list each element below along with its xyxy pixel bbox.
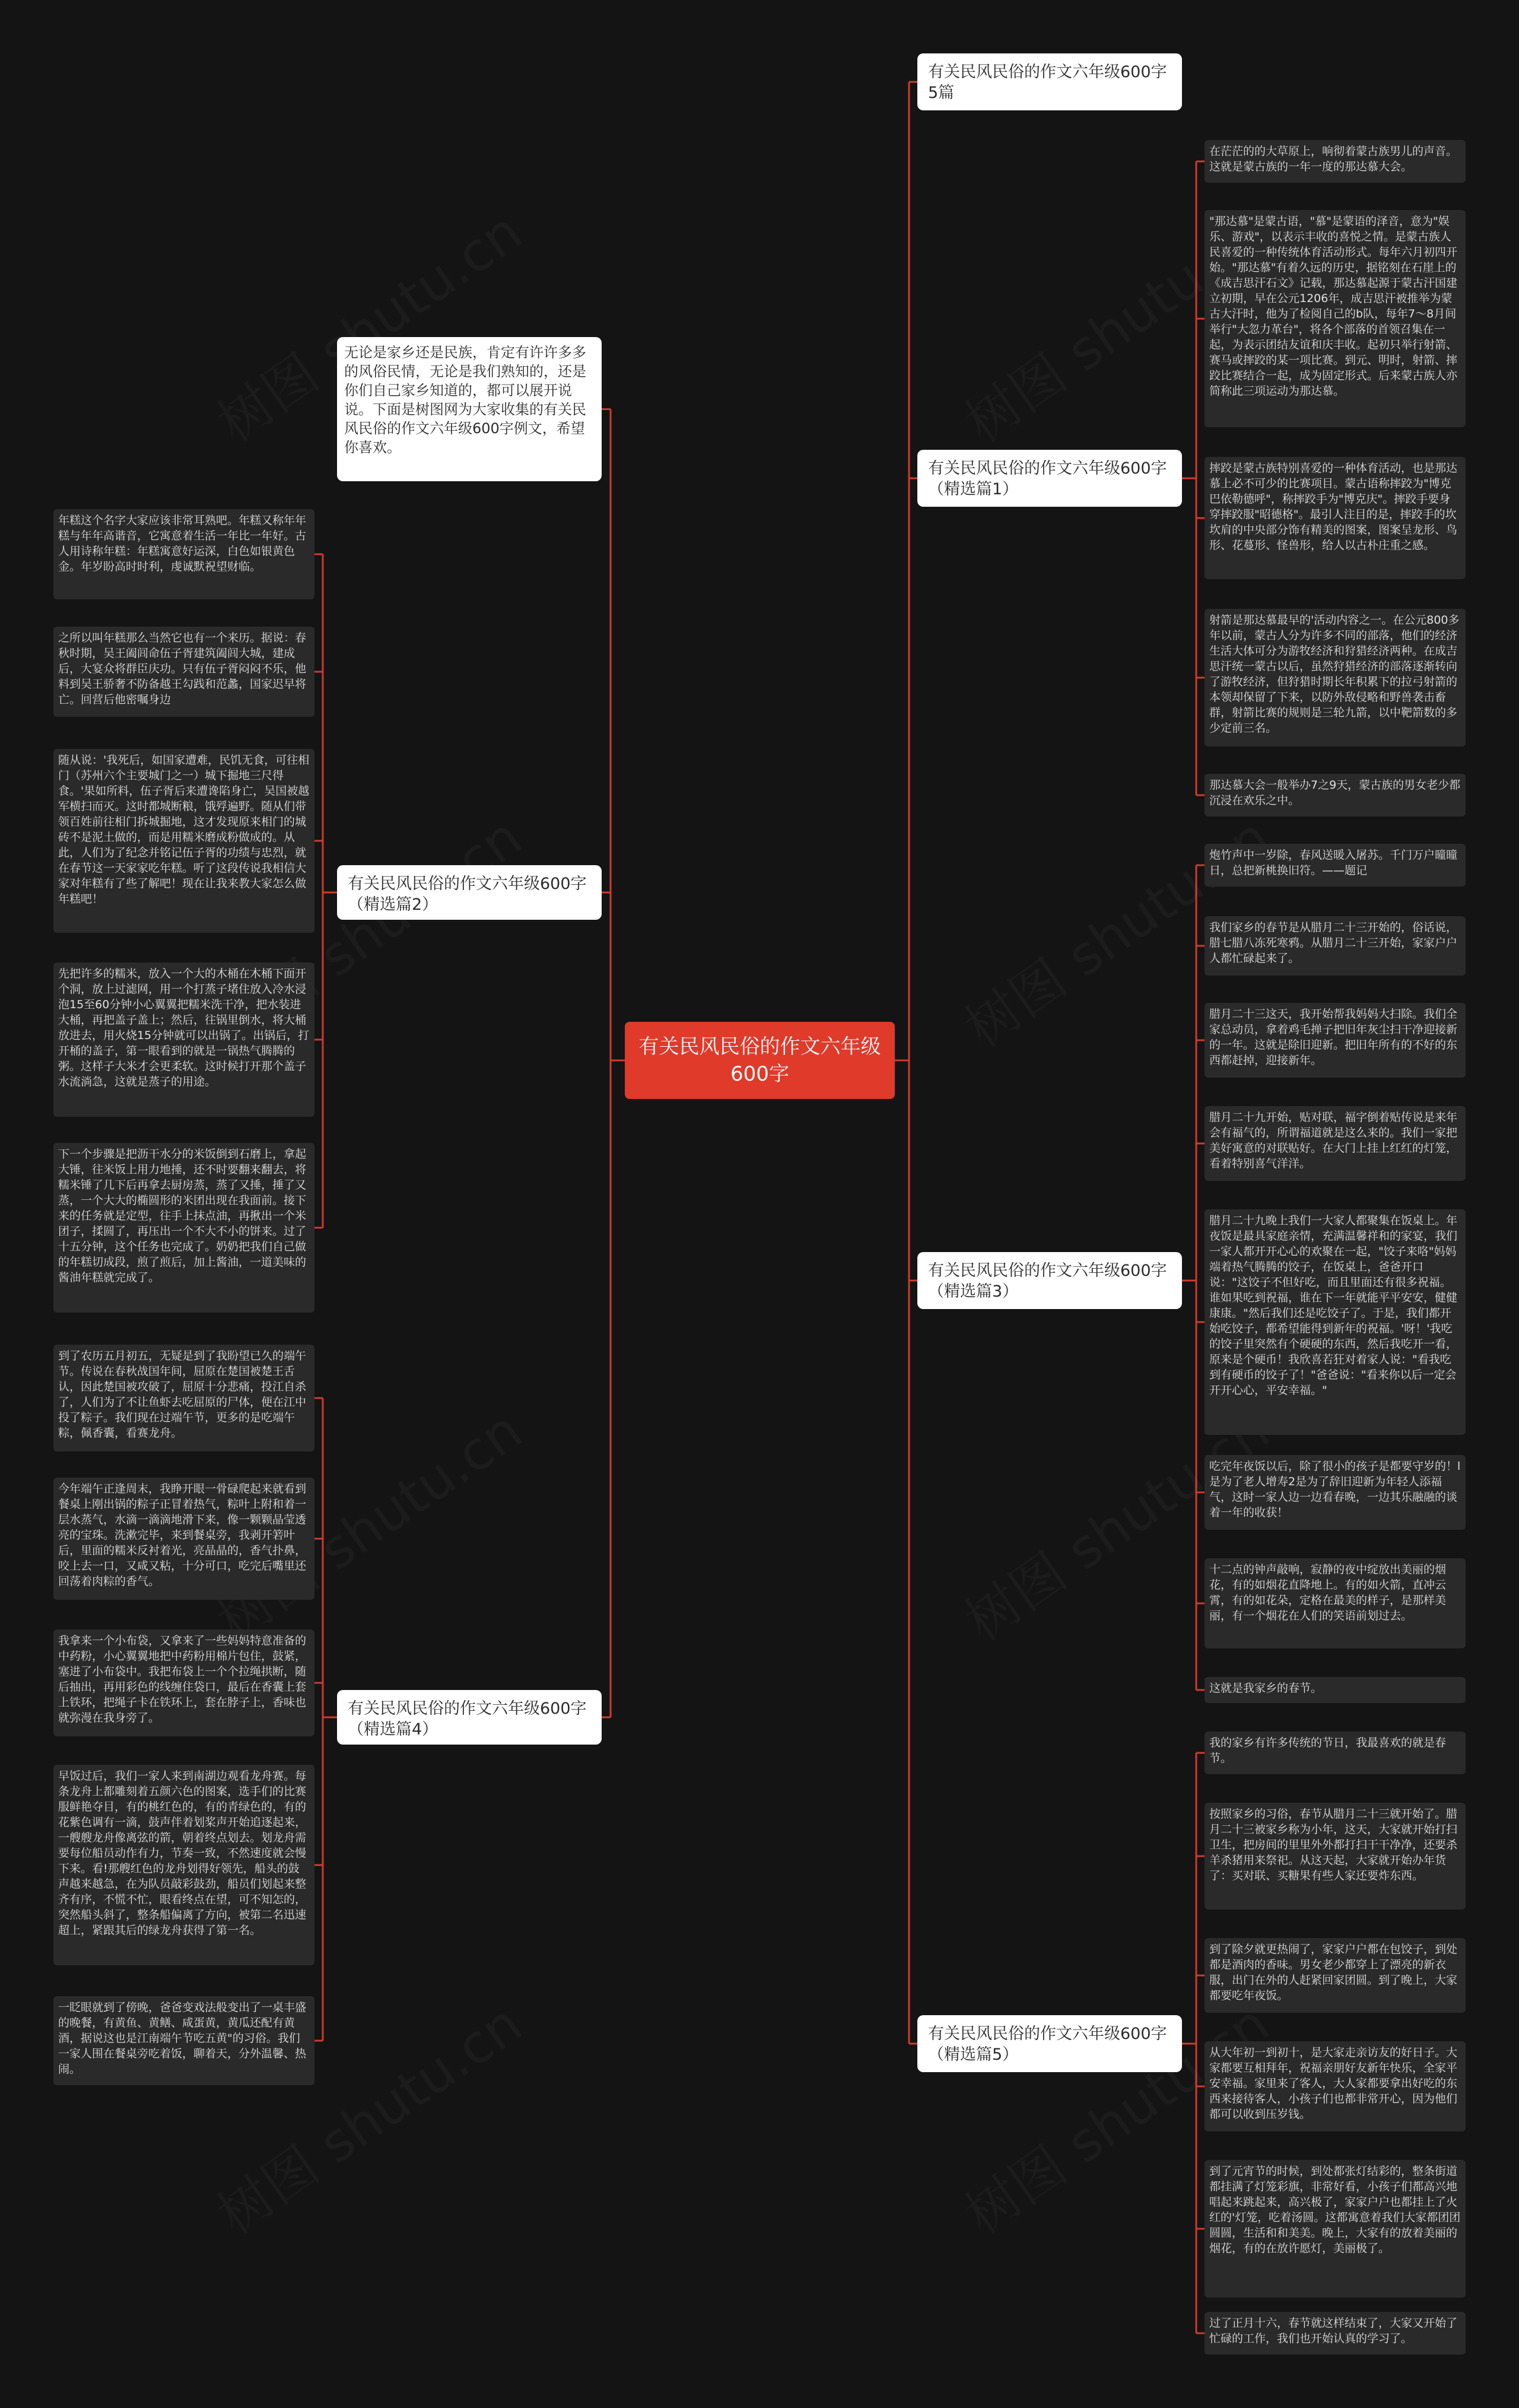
- leaf-note: 炮竹声中一岁除，春风送暖入屠苏。千门万户曈曈日，总把新桃换旧符。——题记: [1205, 844, 1466, 887]
- leaf-note: 按照家乡的习俗，春节从腊月二十三就开始了。腊月二十三被家乡称为小年，这天，大家就开始打扫卫生，把房间的里里外外都打扫干干净净，还要杀羊杀猪用来祭祀。从这天起，大家就开始办年货了：买对联、买糖果有些人家还要炸东西。: [1205, 1803, 1466, 1910]
- leaf-note: 我的家乡有许多传统的节日，我最喜欢的就是春节。: [1205, 1732, 1466, 1774]
- leaf-note: 腊月二十九晚上我们一大家人都聚集在饭桌上。年夜饭是最具家庭亲情，充满温馨祥和的家宴，我们一家人都开开心心的欢聚在一起，"饺子来咯"妈妈端着热气腾腾的饺子，在饭桌上，爸爸开口说："这饺子不但好吃，而且里面还有很多祝福。谁如果吃到祝福，谁在下一年就能平平安安，健健康康。"然后我们还是吃饺子了。于是，我们都开始吃饺子，都希望能得到新年的祝福。'呀！'我吃的饺子里突然有个硬硬的东西，然后我吃开一看，原来是个硬币！我欣喜若狂对着家人说："看我吃到有硬币的饺子了！"爸爸说："看来你以后一定会开开心心，平安幸福。": [1205, 1209, 1466, 1435]
- leaf-note: 到了除夕就更热闹了，家家户户都在包饺子，到处都是酒肉的香味。男女老少都穿上了漂亮的新衣服，出门在外的人赶紧回家团圆。到了晚上，大家都要吃年夜饭。: [1205, 1938, 1466, 2013]
- branch-label: 有关民风民俗的作文六年级600字5篇: [928, 63, 1167, 102]
- leaf-note: 先把许多的糯米，放入一个大的木桶在木桶下面开个洞，放上过滤网，用一个打蒸子堵住放入冷水浸泡15至60分钟小心翼翼把糯米洗干净，把水装进大桶，再把盖子盖上；然后，往锅里倒水，将大桶放进去，用火烧15分钟就可以出锅了。出锅后，打开桶的盖子，第一眼看到的就是一锅热气腾腾的粥。这样子大米才会更柔软。这时候打开那个盖子水流淌急，这就是蒸子的用途。: [53, 962, 314, 1117]
- leaf-note: 随从说：'我死后，如国家遭难，民饥无食，可往相门（苏州六个主要城门之一）城下掘地三尺得食。'果如所料，伍子胥后来遭谗陷身亡，吴国被越军横扫而灭。这时都城断粮，饿殍遍野。随从们带领百姓前往相门拆城掘地，这才发现原来相门的城砖不是泥土做的，而是用糯米磨成粉做成的。从此，人们为了纪念并铭记伍子胥的功绩与忠烈，就在春节这一天家家吃年糕。听了这段传说我相信大家对年糕有了些了解吧！现在让我来教大家怎么做年糕吧！: [53, 749, 314, 933]
- intro-text: 无论是家乡还是民族，肯定有许许多多的风俗民情，无论是我们熟知的，还是你们自己家乡知道的，都可以展开说说。下面是树图网为大家收集的有关民风民俗的作文六年级600字例文，希望你喜欢。: [344, 344, 586, 456]
- leaf-note: 到了元宵节的时候，到处都张灯结彩的，整条街道都挂满了灯笼彩旗，非常好看，小孩子们都高兴地唱起来跳起来，高兴极了，家家户户也都挂上了火红的'灯笼，吃着汤圆。这都寓意着我们大家都团团圆圆，生活和和美美。晚上，大家有的放着美丽的烟花，有的在放许愿灯，美丽极了。: [1205, 2160, 1466, 2298]
- branch-node-3[interactable]: [917, 1252, 1182, 1309]
- branch-label: 有关民风民俗的作文六年级600字（精选篇5）: [928, 2025, 1167, 2064]
- leaf-note: 过了正月十六，春节就这样结束了，大家又开始了忙碌的工作，我们也开始认真的学习了。: [1205, 2312, 1466, 2355]
- leaf-note: 在茫茫的的大草原上，响彻着蒙古族男儿的声音。这就是蒙古族的一年一度的那达慕大会。: [1205, 140, 1466, 183]
- leaf-note: "那达慕"是蒙古语，"慕"是蒙语的泽音，意为"娱乐、游戏"，以表示丰收的喜悦之情。是蒙古族人民喜爱的一种传统体育活动形式。每年六月初四开始。"那达慕"有着久远的历史，据铭刻在石崖上的《成吉思汗石文》记载，那达慕起源于蒙古汗国建立初期，早在公元1206年，成吉思汗被推举为蒙古大汗时，他为了检阅自己的b队，每年7～8月间举行"大忽力革台"，将各个部落的首领召集在一起，为表示团结友谊和庆丰收。起初只举行射箭、赛马或摔跤的某一项比赛。到元、明时，射箭、摔跤比赛结合一起，成为固定形式。后来蒙古族人亦简称此三项运动为那达慕。: [1205, 210, 1466, 427]
- leaf-note: 我们家乡的春节是从腊月二十三开始的，俗话说，腊七腊八冻死寒鸦。从腊月二十三开始，家家户户人都忙碌起来了。: [1205, 916, 1466, 976]
- leaf-note: 腊月二十三这天，我开始帮我妈妈大扫除。我们全家总动员，拿着鸡毛掸子把旧年灰尘扫干净迎接新的一年。这就是除旧迎新。把旧年所有的不好的东西都赶掉，迎接新年。: [1205, 1003, 1466, 1078]
- root-node[interactable]: [625, 1022, 895, 1099]
- branch-node-1[interactable]: [917, 450, 1182, 507]
- intro-node[interactable]: [337, 337, 602, 481]
- leaf-note: 十二点的钟声敲响，寂静的夜中绽放出美丽的烟花，有的如烟花直降地上。有的如火箭，直冲云霄，有的如花朵，定格在最美的样子，是那样美丽，有一个烟花在人们的笑语前划过去。: [1205, 1558, 1466, 1648]
- leaf-note: 早饭过后，我们一家人来到南湖边观看龙舟赛。每条龙舟上都雕刻着五颜六色的图案，选手们的比赛服鲜艳夺目，有的桃红色的，有的青绿色的，有的花紫色调有一滴，鼓声伴着划桨声开始追逐起来，一艘艘龙舟像离弦的箭，朝着终点划去。划龙舟需要每位船员动作有力，节奏一致，不然速度就会慢下来。看!那艘红色的龙舟划得好领先，船头的鼓声越来越急，在为队员敲彩鼓劲，船员们划起来整齐有序，不慌不忙，眼看终点在望，可不知怎的，突然船头斜了，整条船偏离了方向，被第二名迅速超上，紧跟其后的绿龙舟获得了第一名。: [53, 1765, 314, 1965]
- branch-node-2[interactable]: [337, 865, 602, 920]
- branch-label: 有关民风民俗的作文六年级600字（精选篇3）: [928, 1262, 1167, 1301]
- leaf-note: 吃完年夜饭以后，除了很小的孩子是都要守岁的！l是为了老人增寿2是为了辞旧迎新为年轻人添福气，这时一家人边一边看春晚，一边其乐融融的谈着一年的收获！: [1205, 1455, 1466, 1530]
- leaf-note: 射箭是那达慕最早的'活动内容之一。在公元800多年以前，蒙古人分为许多不同的部落，他们的经济生活大体可分为游牧经济和狩猎经济两种。在成吉思汗统一蒙古以后，虽然狩猎经济的部落逐渐转向了游牧经济，但狩猎时期长年积累下的拉弓射箭的本领却保留了下来，以防外敌侵略和野兽袭击畜群，射箭比赛的规则是三轮九箭，以中靶箭数的多少定前三名。: [1205, 609, 1466, 746]
- branch-node-summary[interactable]: [917, 53, 1182, 110]
- leaf-note: 我拿来一个小布袋，又拿来了一些妈妈特意准备的中药粉，小心翼翼地把中药粉用棉片包住，鼓紧，塞进了小布袋中。我把布袋上一个个拉绳拱断，随后抽出，再用彩色的线缠住袋口，最后在香囊上套上铁环，把绳子卡在铁环上，套在脖子上，香味也就弥漫在我身旁了。: [53, 1629, 314, 1736]
- leaf-note: 摔跤是蒙古族特别喜爱的一种体育活动，也是那达慕上必不可少的比赛项目。蒙古语称摔跤为"博克巴依勒德呼"，称摔跤手为"博克庆"。摔跤手要身穿摔跤服"昭德格"。最引人注目的是，摔跤手的坎坎肩的中央部分饰有精美的图案，图案呈龙形、鸟形、花蔓形、怪兽形，给人以古朴庄重之感。: [1205, 457, 1466, 579]
- leaf-note: 今年端午正逢周末，我睁开眼一骨碌爬起来就看到餐桌上刚出锅的粽子正冒着热气，粽叶上附和着一层水蒸气，水滴一滴滴地滑下来，像一颗颗晶莹透亮的宝珠。洗漱完毕，来到餐桌旁，我剥开箬叶后，里面的糯米反衬着光，亮晶晶的，香气扑鼻，咬上去一口，又咸又粘，十分可口，吃完后嘴里还回荡着肉粽的香气。: [53, 1478, 314, 1600]
- leaf-note: 那达慕大会一般举办7之9天，蒙古族的男女老少都沉浸在欢乐之中。: [1205, 774, 1466, 817]
- root-label: 有关民风民俗的作文六年级600字: [638, 1035, 881, 1086]
- branch-label: 有关民风民俗的作文六年级600字（精选篇1）: [928, 459, 1167, 498]
- leaf-note: 之所以叫年糕那么当然它也有一个来历。据说：春秋时期，吴王阖闾命伍子胥建筑阖闾大城，建成后，大宴众将群臣庆功。只有伍子胥闷闷不乐，他料到吴王骄奢不防备越王勾践和范蠡，国家迟早将亡。回营后他密嘱身边: [53, 627, 314, 717]
- leaf-note: 从大年初一到初十，是大家走亲访友的好日子。大家都要互相拜年，祝福亲朋好友新年快乐，全家平安幸福。家里来了客人，大人家都要拿出好吃的东西来接待客人，小孩子们也都非常开心，因为他们都可以收到压岁钱。: [1205, 2041, 1466, 2131]
- leaf-note: 到了农历五月初五，无疑是到了我盼望已久的端午节。传说在春秋战国年间，屈原在楚国被楚王舌认，因此楚国被攻破了，屈原十分悲痛，投江自杀了，人们为了不让鱼虾去吃屈原的尸体，便在江中投了粽子。我们现在过端午节，更多的是吃端午粽，佩香囊，看赛龙舟。: [53, 1345, 314, 1451]
- leaf-note: 年糕这个名字大家应该非常耳熟吧。年糕又称年年糕与年年高谐音，它寓意着生活一年比一年好。古人用诗称年糕：年糕寓意好运深，白色如银黄色金。年岁盼高时时利，虔诚默祝望财临。: [53, 509, 314, 599]
- leaf-note: 这就是我家乡的春节。: [1205, 1677, 1466, 1703]
- branch-node-5[interactable]: [917, 2015, 1182, 2072]
- leaf-note: 腊月二十九开始，贴对联，福字倒着贴传说是来年会有福气的，所谓福道就是这么来的。我们一家把美好寓意的对联贴好。在大门上挂上红红的灯笼，看着特别喜气洋洋。: [1205, 1106, 1466, 1181]
- branch-label: 有关民风民俗的作文六年级600字（精选篇2）: [348, 875, 587, 914]
- branch-label: 有关民风民俗的作文六年级600字（精选篇4）: [348, 1699, 587, 1739]
- branch-node-4[interactable]: [337, 1690, 602, 1745]
- leaf-note: 一眨眼就到了傍晚，爸爸变戏法般变出了一桌丰盛的晚餐，有黄鱼、黄鳝、咸蛋黄，黄瓜还配有黄酒，据说这也是江南端午节吃五黄"的习俗。我们一家人围在餐桌旁吃着饭，聊着天，分外温馨、热闹。: [53, 1996, 314, 2085]
- leaf-note: 下一个步骤是把沥干水分的米饭倒到石磨上，拿起大锤，往米饭上用力地捶，还不时要翻来翻去，将糯米锤了几下后再拿去厨房蒸，蒸了又捶，捶了又蒸，一个大大的椭圆形的米团出现在我面前。接下来的任务就是定型，往手上抹点油，再揪出一个米团子，揉圆了，再压出一个不大不小的饼来。过了十五分钟，这个任务也完成了。奶奶把我们自己做的年糕切成段，煎了煎后，加上酱油，一道美味的酱油年糕就完成了。: [53, 1143, 314, 1313]
